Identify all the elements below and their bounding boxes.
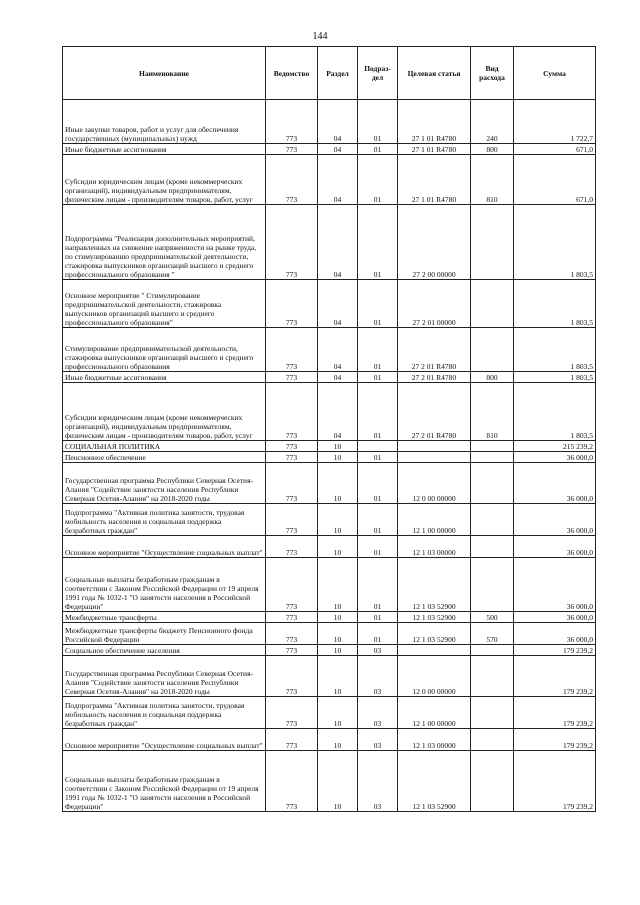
cell-section: 04 — [318, 280, 358, 328]
cell-target-article: 27 1 01 R4780 — [398, 100, 471, 144]
cell-sum: 179 239,2 — [514, 656, 596, 697]
cell-target-article: 12 1 03 00000 — [398, 729, 471, 751]
cell-name: СОЦИАЛЬНАЯ ПОЛИТИКА — [63, 441, 266, 452]
cell-subsection: 01 — [358, 100, 398, 144]
cell-subsection: 01 — [358, 623, 398, 645]
cell-sum: 36 000,0 — [514, 612, 596, 623]
column-header-expense-type: Вид расхода — [471, 47, 514, 100]
cell-sum: 215 239,2 — [514, 441, 596, 452]
cell-department: 773 — [266, 100, 318, 144]
cell-expense-type — [471, 536, 514, 558]
cell-expense-type: 570 — [471, 623, 514, 645]
cell-sum: 179 239,2 — [514, 645, 596, 656]
table-row — [63, 280, 596, 328]
cell-subsection: 03 — [358, 751, 398, 812]
column-header-target-article: Целевая статья — [398, 47, 471, 100]
cell-section: 04 — [318, 328, 358, 372]
cell-expense-type: 800 — [471, 144, 514, 155]
cell-sum: 36 000,0 — [514, 504, 596, 536]
cell-name: Основное мероприятие " Стимулирование предпринимательской деятельности, стажировка выпускников организаций высшего и среднего профессионального образования" — [63, 280, 266, 328]
cell-section: 10 — [318, 504, 358, 536]
cell-department: 773 — [266, 155, 318, 205]
cell-name: Подпрограмма "Активная политика занятости, трудовая мобильность населения и социальная поддержка безработных граждан" — [63, 504, 266, 536]
cell-department: 773 — [266, 504, 318, 536]
cell-expense-type: 500 — [471, 612, 514, 623]
cell-expense-type — [471, 645, 514, 656]
cell-department: 773 — [266, 751, 318, 812]
table-row — [63, 558, 596, 612]
cell-name: Межбюджетные трансферты бюджету Пенсионного фонда Российской Федерации — [63, 623, 266, 645]
cell-subsection: 01 — [358, 328, 398, 372]
cell-section: 10 — [318, 612, 358, 623]
cell-target-article: 12 1 03 52900 — [398, 623, 471, 645]
cell-name: Подпрограмма "Активная политика занятости, трудовая мобильность населения и социальная поддержка безработных граждан" — [63, 697, 266, 729]
cell-department: 773 — [266, 656, 318, 697]
cell-section: 10 — [318, 751, 358, 812]
cell-expense-type: 810 — [471, 155, 514, 205]
cell-target-article: 27 1 01 R4780 — [398, 155, 471, 205]
cell-department: 773 — [266, 612, 318, 623]
cell-target-article: 27 2 00 00000 — [398, 205, 471, 280]
column-header-department: Ведомство — [266, 47, 318, 100]
cell-subsection: 01 — [358, 280, 398, 328]
cell-target-article: 12 0 00 00000 — [398, 656, 471, 697]
cell-name: Социальное обеспечение населения — [63, 645, 266, 656]
cell-department: 773 — [266, 328, 318, 372]
table-row — [63, 463, 596, 504]
cell-department: 773 — [266, 372, 318, 383]
cell-section: 04 — [318, 155, 358, 205]
cell-department: 773 — [266, 280, 318, 328]
table-row — [63, 372, 596, 383]
table-header-row — [63, 47, 596, 100]
table-row — [63, 205, 596, 280]
cell-expense-type — [471, 729, 514, 751]
cell-name: Социальные выплаты безработным гражданам в соответствии с Законом Российской Федерации от 19 апреля 1991 года № 1032-1 "О занятости населения в Российской Федерации" — [63, 751, 266, 812]
cell-department: 773 — [266, 729, 318, 751]
cell-subsection: 01 — [358, 452, 398, 463]
cell-target-article — [398, 452, 471, 463]
cell-section: 10 — [318, 463, 358, 504]
cell-subsection: 01 — [358, 612, 398, 623]
cell-name: Субсидии юридическим лицам (кроме некоммерческих организаций), индивидуальным предпринимателям, физическим лицам - производителям товаров, работ, услуг — [63, 383, 266, 441]
cell-department: 773 — [266, 452, 318, 463]
cell-expense-type — [471, 504, 514, 536]
cell-name: Субсидии юридическим лицам (кроме некоммерческих организаций), индивидуальным предпринимателям, физическим лицам - производителям товаров, работ, услуг — [63, 155, 266, 205]
cell-name: Межбюджетные трансферты — [63, 612, 266, 623]
cell-expense-type: 810 — [471, 383, 514, 441]
table-row — [63, 645, 596, 656]
cell-section: 10 — [318, 656, 358, 697]
cell-name: Иные бюджетные ассигнования — [63, 372, 266, 383]
cell-sum: 36 000,0 — [514, 463, 596, 504]
table-row — [63, 441, 596, 452]
cell-subsection: 03 — [358, 729, 398, 751]
cell-department: 773 — [266, 144, 318, 155]
cell-section: 04 — [318, 383, 358, 441]
cell-expense-type — [471, 452, 514, 463]
cell-sum: 179 239,2 — [514, 751, 596, 812]
column-header-subsection: Подраз-дел — [358, 47, 398, 100]
cell-target-article: 12 1 03 52900 — [398, 612, 471, 623]
cell-name: Иные закупки товаров, работ и услуг для обеспечения государственных (муниципальных) нужд — [63, 100, 266, 144]
table-row — [63, 452, 596, 463]
table-row — [63, 328, 596, 372]
cell-target-article: 12 1 03 52900 — [398, 558, 471, 612]
cell-target-article: 27 2 01 00000 — [398, 280, 471, 328]
cell-name: Основное мероприятие "Осуществление социальных выплат" — [63, 729, 266, 751]
table-row — [63, 656, 596, 697]
cell-target-article: 27 2 01 R4780 — [398, 383, 471, 441]
table-row — [63, 612, 596, 623]
cell-department: 773 — [266, 558, 318, 612]
cell-department: 773 — [266, 383, 318, 441]
table-row — [63, 144, 596, 155]
cell-department: 773 — [266, 205, 318, 280]
cell-expense-type — [471, 463, 514, 504]
cell-sum: 179 239,2 — [514, 729, 596, 751]
cell-sum: 671,0 — [514, 155, 596, 205]
cell-subsection: 01 — [358, 372, 398, 383]
table-row — [63, 100, 596, 144]
cell-subsection: 01 — [358, 463, 398, 504]
cell-section: 04 — [318, 100, 358, 144]
cell-target-article — [398, 441, 471, 452]
cell-section: 10 — [318, 558, 358, 612]
cell-department: 773 — [266, 697, 318, 729]
cell-sum: 179 239,2 — [514, 697, 596, 729]
table-row — [63, 623, 596, 645]
column-header-name: Наименование — [63, 47, 266, 100]
cell-expense-type — [471, 656, 514, 697]
cell-subsection: 01 — [358, 504, 398, 536]
cell-sum: 36 000,0 — [514, 558, 596, 612]
table-row — [63, 155, 596, 205]
table-row — [63, 504, 596, 536]
cell-target-article: 12 1 03 52900 — [398, 751, 471, 812]
cell-department: 773 — [266, 536, 318, 558]
cell-subsection: 01 — [358, 155, 398, 205]
cell-section: 10 — [318, 441, 358, 452]
cell-target-article — [398, 645, 471, 656]
cell-section: 10 — [318, 623, 358, 645]
cell-target-article: 12 1 00 00000 — [398, 504, 471, 536]
budget-table — [62, 46, 596, 812]
cell-subsection: 01 — [358, 383, 398, 441]
table-row — [63, 751, 596, 812]
cell-expense-type — [471, 697, 514, 729]
column-header-section: Раздел — [318, 47, 358, 100]
cell-subsection: 01 — [358, 144, 398, 155]
cell-sum: 1 722,7 — [514, 100, 596, 144]
cell-target-article: 27 2 01 R4780 — [398, 372, 471, 383]
cell-subsection: 03 — [358, 697, 398, 729]
table-row — [63, 697, 596, 729]
column-header-sum: Сумма — [514, 47, 596, 100]
cell-sum: 1 803,5 — [514, 383, 596, 441]
cell-expense-type — [471, 441, 514, 452]
cell-sum: 1 803,5 — [514, 205, 596, 280]
cell-section: 10 — [318, 536, 358, 558]
cell-name: Пенсионное обеспечение — [63, 452, 266, 463]
table-row — [63, 536, 596, 558]
cell-subsection: 03 — [358, 656, 398, 697]
cell-expense-type — [471, 751, 514, 812]
cell-sum: 36 000,0 — [514, 536, 596, 558]
table-row — [63, 383, 596, 441]
cell-sum: 1 803,5 — [514, 328, 596, 372]
cell-department: 773 — [266, 441, 318, 452]
cell-target-article: 12 1 03 00000 — [398, 536, 471, 558]
cell-target-article: 12 1 00 00000 — [398, 697, 471, 729]
cell-department: 773 — [266, 463, 318, 504]
cell-target-article: 27 2 01 R4780 — [398, 328, 471, 372]
cell-subsection: 03 — [358, 645, 398, 656]
cell-target-article: 27 1 01 R4780 — [398, 144, 471, 155]
cell-expense-type — [471, 280, 514, 328]
cell-expense-type — [471, 558, 514, 612]
cell-expense-type: 800 — [471, 372, 514, 383]
cell-subsection: 01 — [358, 558, 398, 612]
cell-sum: 671,0 — [514, 144, 596, 155]
cell-name: Государственная программа Республики Северная Осетия-Алания "Содействие занятости населения Республики Северная Осетия-Алания" на 2018-2020 годы — [63, 463, 266, 504]
cell-name: Подпрограмма "Реализация дополнительных мероприятий, направленных на снижение напряженности на рынке труда, по стимулированию предпринимательской деятельности, стажировка выпускников организаций высшего и среднего профессионального образования " — [63, 205, 266, 280]
cell-subsection — [358, 441, 398, 452]
cell-expense-type — [471, 205, 514, 280]
cell-expense-type: 240 — [471, 100, 514, 144]
cell-sum: 1 803,5 — [514, 280, 596, 328]
table-body — [63, 100, 596, 812]
cell-subsection: 01 — [358, 536, 398, 558]
cell-section: 10 — [318, 697, 358, 729]
cell-department: 773 — [266, 623, 318, 645]
page-number: 144 — [312, 31, 328, 42]
cell-section: 04 — [318, 144, 358, 155]
cell-section: 10 — [318, 729, 358, 751]
cell-name: Основное мероприятие "Осуществление социальных выплат" — [63, 536, 266, 558]
cell-name: Иные бюджетные ассигнования — [63, 144, 266, 155]
cell-department: 773 — [266, 645, 318, 656]
cell-sum: 36 000,0 — [514, 623, 596, 645]
cell-target-article: 12 0 00 00000 — [398, 463, 471, 504]
cell-sum: 1 803,5 — [514, 372, 596, 383]
cell-sum: 36 000,0 — [514, 452, 596, 463]
cell-name: Стимулирование предпринимательской деятельности, стажировка выпускников организаций высшего и среднего профессионального образования — [63, 328, 266, 372]
cell-name: Социальные выплаты безработным гражданам в соответствии с Законом Российской Федерации от 19 апреля 1991 года № 1032-1 "О занятости населения в Российской Федерации" — [63, 558, 266, 612]
cell-section: 04 — [318, 205, 358, 280]
cell-section: 04 — [318, 372, 358, 383]
table-row — [63, 729, 596, 751]
cell-expense-type — [471, 328, 514, 372]
cell-subsection: 01 — [358, 205, 398, 280]
cell-section: 10 — [318, 452, 358, 463]
cell-section: 10 — [318, 645, 358, 656]
cell-name: Государственная программа Республики Северная Осетия-Алания "Содействие занятости населения Республики Северная Осетия-Алания" на 2018-2020 годы — [63, 656, 266, 697]
